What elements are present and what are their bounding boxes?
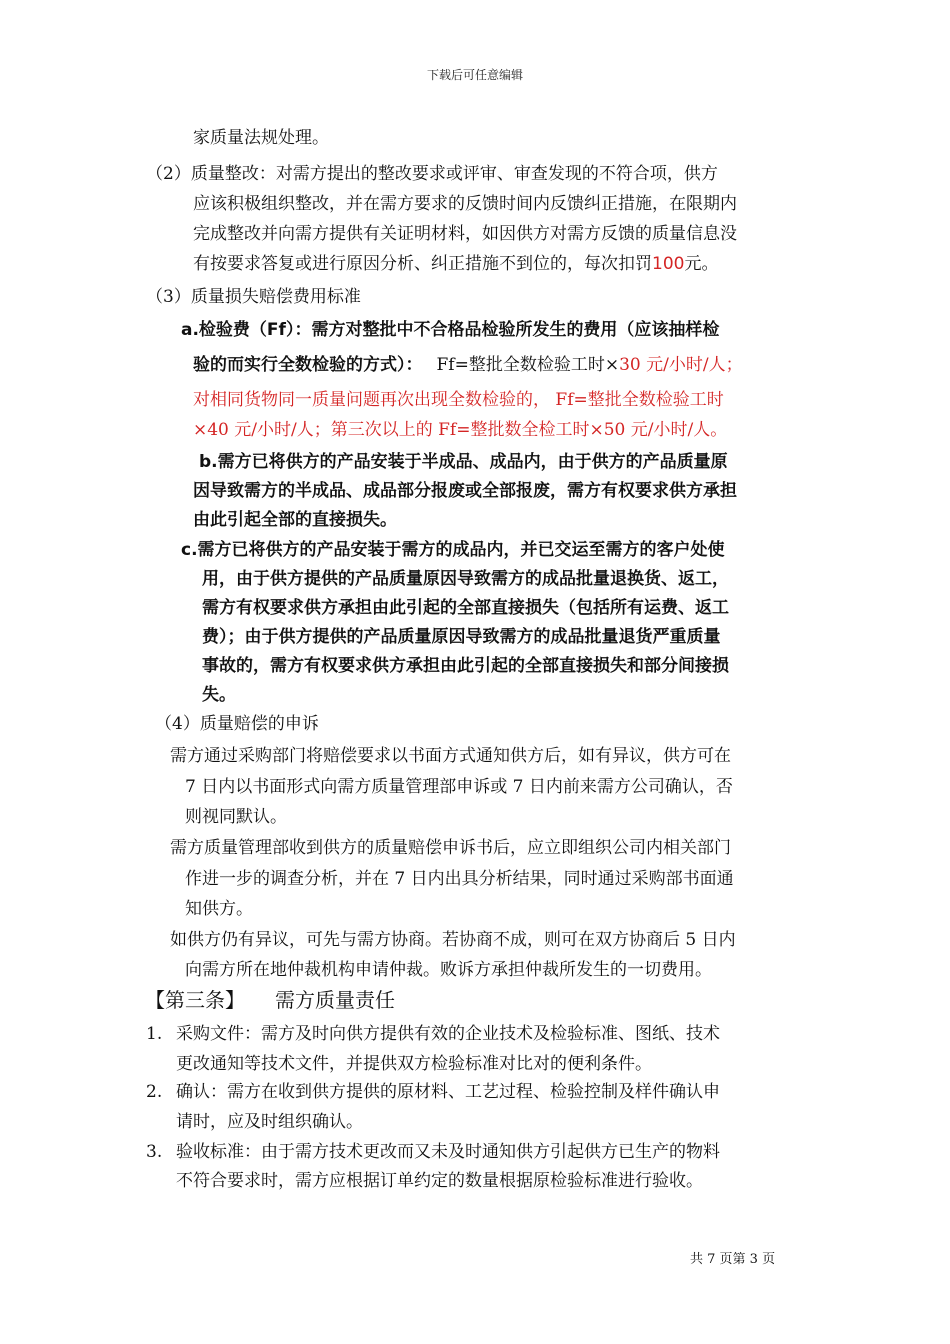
text-line: 如供方仍有异议，可先与需方协商。若协商不成，则可在双方协商后 5 日内 <box>170 930 736 950</box>
page-footer: 共 7 页第 3 页 <box>690 1252 776 1267</box>
text-line: 7 日内以书面形式向需方质量管理部申诉或 7 日内前来需方公司确认，否 <box>185 777 733 797</box>
text-line: 完成整改并向需方提供有关证明材料，如因供方对需方反馈的质量信息没 <box>193 224 737 244</box>
fee-rate: 30 元/小时/人； <box>619 355 743 375</box>
list-item <box>146 1024 720 1044</box>
list-number: 2. <box>146 1082 163 1102</box>
list-item-continued: 更改通知等技术文件，并提供双方检验标准对比对的便利条件。 <box>176 1054 652 1074</box>
item-c-line: 失。 <box>202 685 236 705</box>
text-line: 知供方。 <box>185 899 253 919</box>
item-a-line: 对相同货物同一质量问题再次出现全数检验的， Ff=整批全数检验工时 <box>193 390 724 410</box>
text-span: 元。 <box>684 254 719 274</box>
page-header: 下载后可任意编辑 <box>426 68 523 82</box>
text-line: 需方通过采购部门将赔偿要求以书面方式通知供方后，如有异议，供方可在 <box>170 746 731 766</box>
text-span: 有按要求答复或进行原因分析、纠正措施不到位的，每次扣罚 <box>193 254 652 274</box>
list-number: 3. <box>146 1142 163 1162</box>
item-b-line: 由此引起全部的直接损失。 <box>193 510 397 530</box>
list-text: 确认：需方在收到供方提供的原材料、工艺过程、检验控制及样件确认申 <box>176 1082 720 1102</box>
list-number: 1. <box>146 1024 163 1044</box>
item-a-line: a.检验费（Ff）：需方对整批中不合格品检验所发生的费用（应该抽样检 <box>181 320 720 340</box>
item-b-line: b.需方已将供方的产品安装于半成品、成品内，由于供方的产品质量原 <box>199 452 728 472</box>
text-line: （4）质量赔偿的申诉 <box>155 714 319 734</box>
text-line: （2）质量整改：对需方提出的整改要求或评审、审查发现的不符合项，供方 <box>146 164 718 184</box>
text-line: （3）质量损失赔偿费用标准 <box>146 287 361 307</box>
text-span: Ff=整批全数检验工时× <box>436 355 620 375</box>
section-label: 【第三条】 <box>145 988 245 1012</box>
item-c-line: 费）；由于供方提供的产品质量原因导致需方的成品批量退货严重质量 <box>202 627 721 647</box>
item-c-line: 事故的，需方有权要求供方承担由此引起的全部直接损失和部分间接损 <box>202 656 729 676</box>
item-a-line <box>193 355 743 375</box>
list-item <box>146 1082 720 1102</box>
text-line: 需方质量管理部收到供方的质量赔偿申诉书后，应立即组织公司内相关部门 <box>170 838 731 858</box>
item-c-line: 用，由于供方提供的产品质量原因导致需方的成品批量退换货、返工， <box>202 569 729 589</box>
section-heading <box>145 988 395 1012</box>
item-b-line: 因导致需方的半成品、成品部分报废或全部报废，需方有权要求供方承担 <box>193 481 737 501</box>
text-line <box>193 254 718 274</box>
item-c-line: c.需方已将供方的产品安装于需方的成品内，并已交运至需方的客户处使 <box>181 540 725 560</box>
list-item-continued: 不符合要求时，需方应根据订单约定的数量根据原检验标准进行验收。 <box>176 1171 703 1191</box>
list-text: 采购文件：需方及时向供方提供有效的企业技术及检验标准、图纸、技术 <box>176 1024 720 1044</box>
text-line: 向需方所在地仲裁机构申请仲裁。败诉方承担仲裁所发生的一切费用。 <box>185 960 712 980</box>
list-item <box>146 1142 720 1162</box>
text-line: 家质量法规处理。 <box>193 128 329 148</box>
text-span: 验的而实行全数检验的方式）： <box>193 355 423 375</box>
text-line: 作进一步的调查分析，并在 7 日内出具分析结果，同时通过采购部书面通 <box>185 869 734 889</box>
item-a-line: ×40 元/小时/人；第三次以上的 Ff=整批数全检工时×50 元/小时/人。 <box>193 420 728 440</box>
list-text: 验收标准：由于需方技术更改而又未及时通知供方引起供方已生产的物料 <box>176 1142 720 1162</box>
list-item-continued: 请时，应及时组织确认。 <box>176 1112 363 1132</box>
penalty-amount: 100 <box>652 254 685 274</box>
section-title: 需方质量责任 <box>275 988 395 1012</box>
item-c-line: 需方有权要求供方承担由此引起的全部直接损失（包括所有运费、返工 <box>202 598 729 618</box>
text-line: 应该积极组织整改，并在需方要求的反馈时间内反馈纠正措施，在限期内 <box>193 194 737 214</box>
text-line: 则视同默认。 <box>185 807 287 827</box>
